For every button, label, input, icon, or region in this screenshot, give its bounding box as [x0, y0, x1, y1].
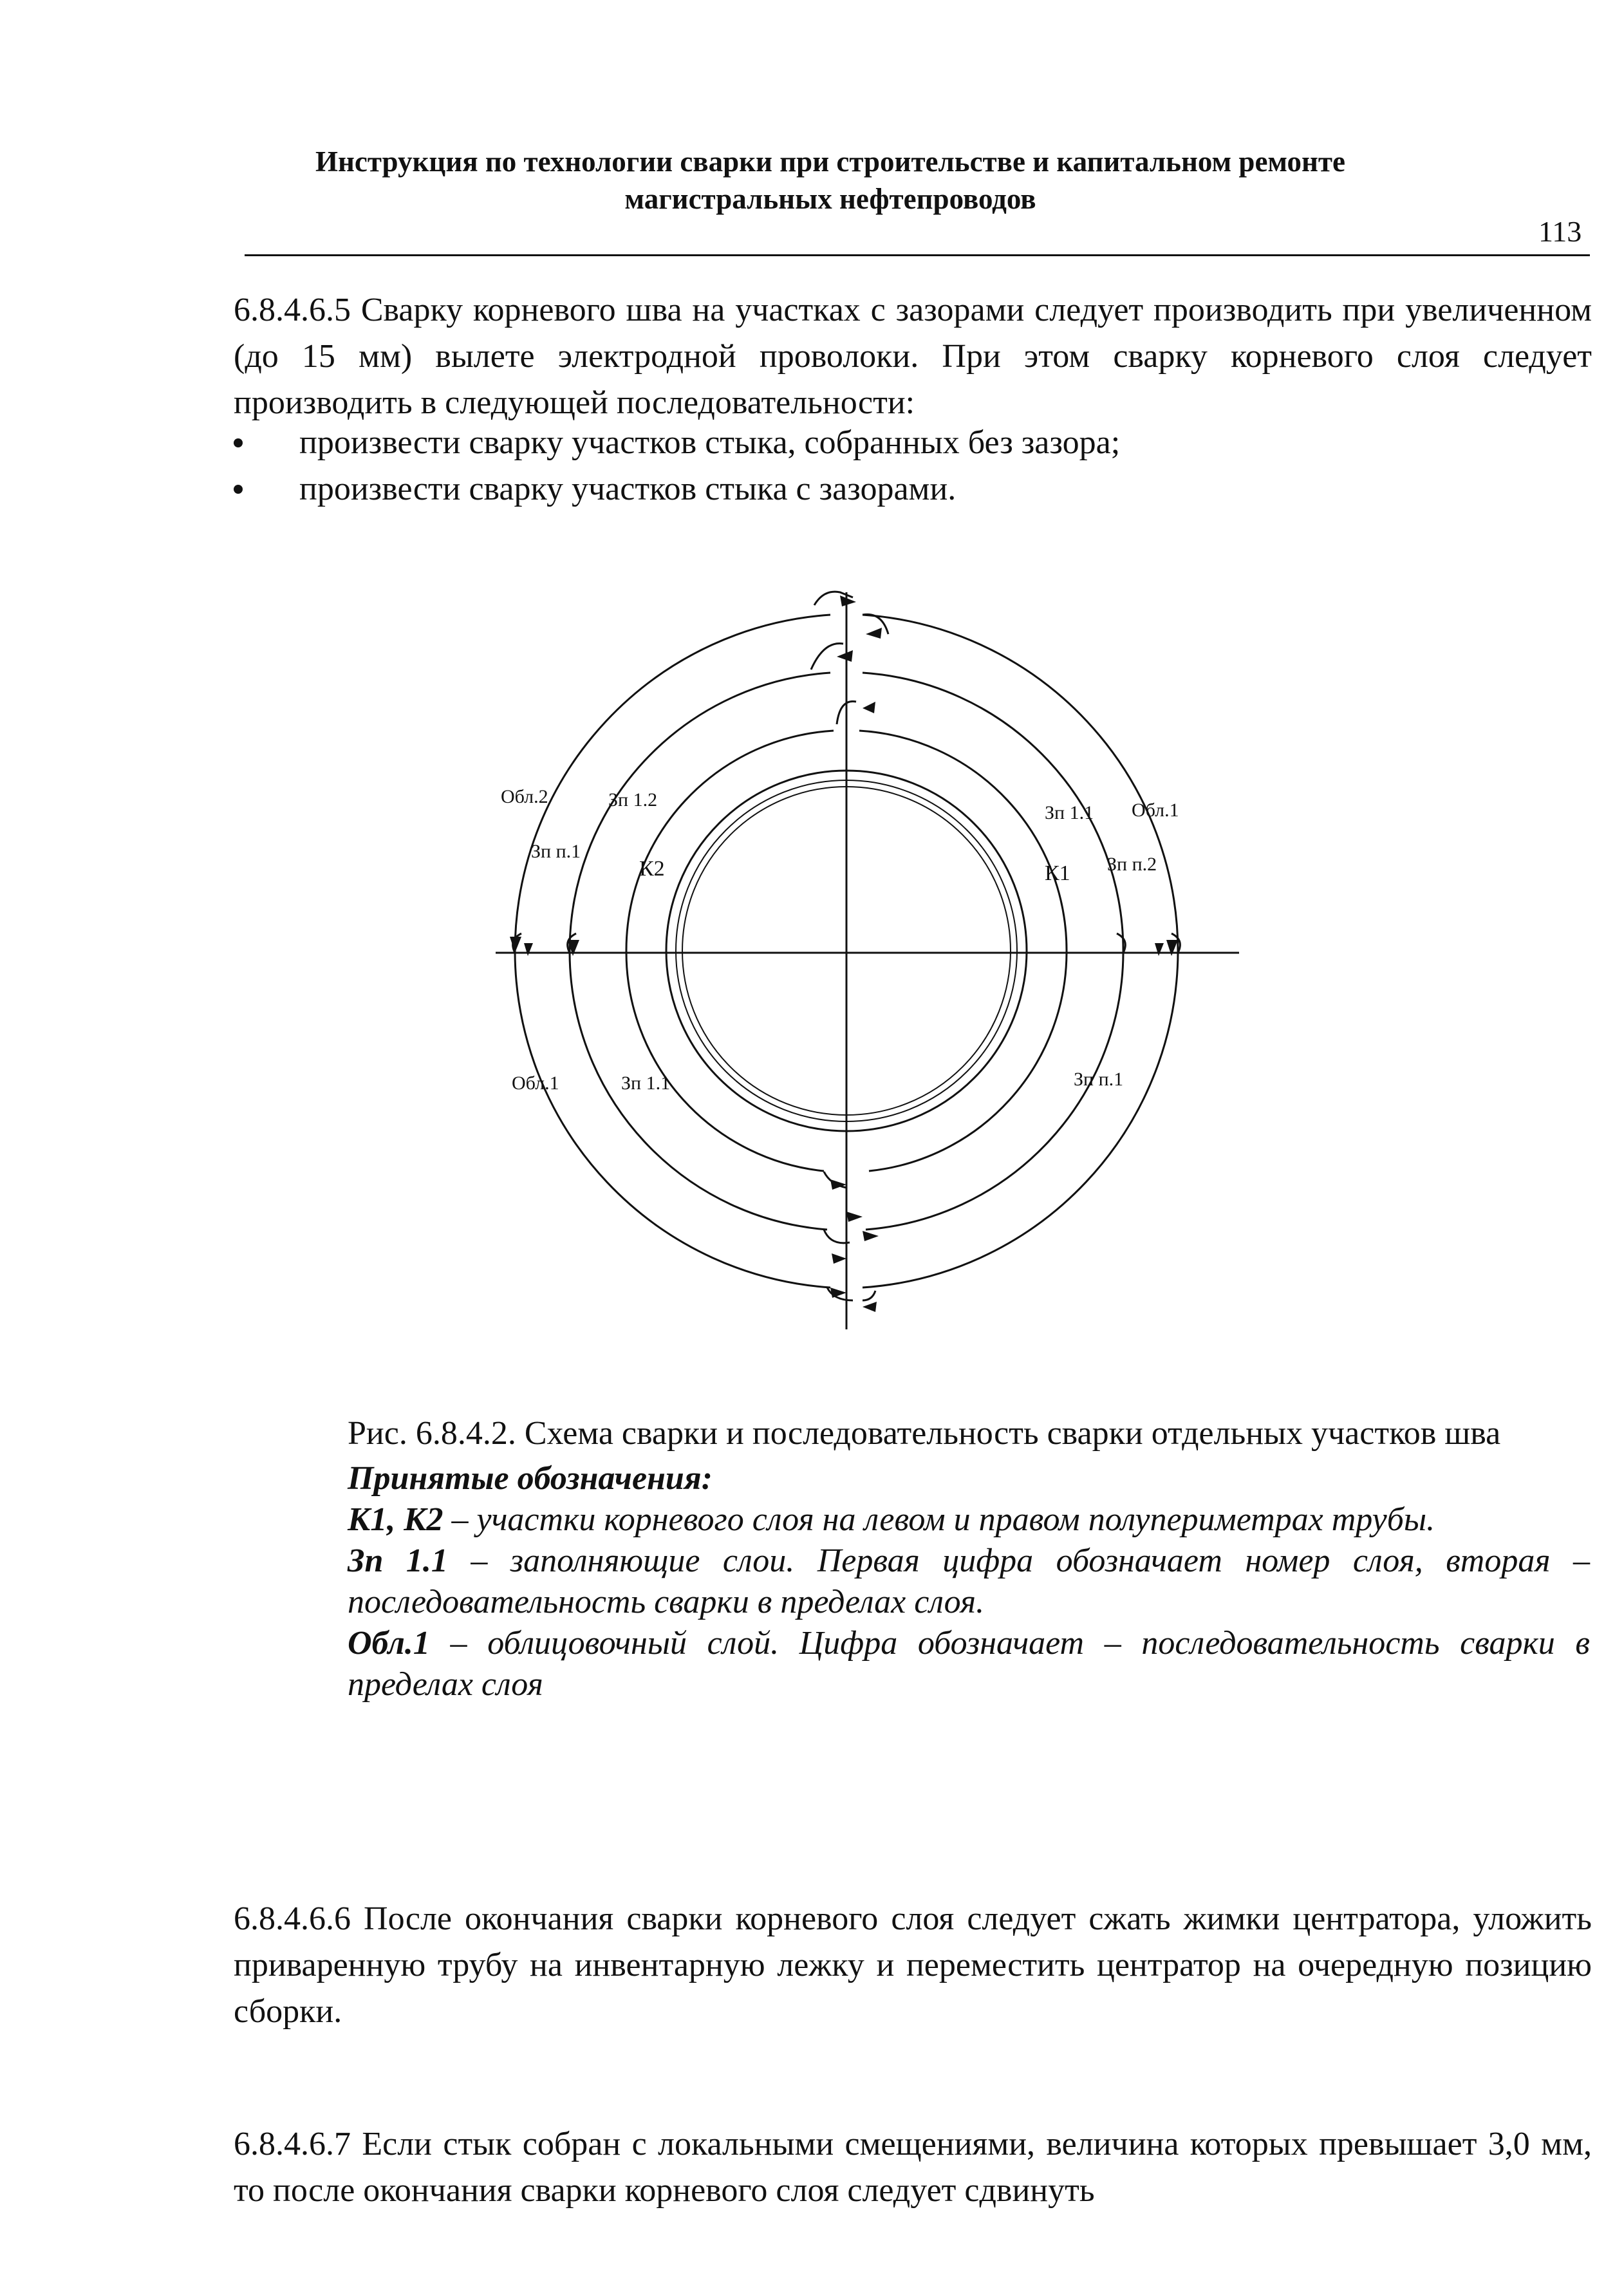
label-zp11-right: Зп 1.1 — [1045, 802, 1094, 823]
legend-term: К1, К2 — [348, 1501, 443, 1538]
list-item — [234, 420, 1521, 466]
header-divider — [245, 254, 1590, 256]
root-arc-k2 — [626, 731, 834, 953]
list-item-text: произвести сварку участков стыка, собранных без зазора; — [299, 424, 1121, 461]
label-obl1-left: Обл.1 — [512, 1073, 559, 1094]
arrow-icon — [832, 1253, 846, 1264]
label-zp11-left: Зп 1.1 — [621, 1073, 671, 1094]
legend-title: Принятые обозначения: — [348, 1460, 713, 1497]
fill-arc-lower-left — [570, 953, 827, 1230]
arrow-icon — [524, 943, 533, 956]
arrow-icon — [866, 628, 882, 639]
header-title-line2: магистральных нефтепроводов — [624, 183, 1036, 215]
label-zp12: Зп 1.2 — [608, 789, 658, 811]
arrow-icon — [863, 702, 875, 713]
list-item-text: произвести сварку участков стыка с зазорами. — [299, 471, 957, 507]
paragraph-text: 6.8.4.6.7 Если стык собран с локальными смещениями, величина которых превышает 3,0 мм, то после окончания сварки корневого слоя следует сдвинуть — [234, 2126, 1592, 2209]
legend-desc: – облицовочный слой. Цифра обозначает – последовательность сварки в пределах слоя — [348, 1625, 1590, 1703]
document-header — [245, 143, 1416, 218]
paragraph-6-8-4-6-5 — [234, 287, 1592, 426]
caption-text: Рис. 6.8.4.2. Схема сварки и последовательность сварки отдельных участков шва — [348, 1415, 1501, 1452]
label-zpp1-lower: Зп п.1 — [1074, 1069, 1124, 1090]
label-zpp1: Зп п.1 — [531, 841, 581, 862]
root-arc-k1 — [859, 731, 1067, 953]
legend-term: Обл.1 — [348, 1625, 430, 1662]
label-k1: К1 — [1045, 861, 1070, 885]
bullet-dot-icon — [234, 438, 243, 447]
bottom-hook-cap-right — [863, 1291, 875, 1300]
arrow-icon — [1155, 943, 1164, 956]
paragraph-6-8-4-6-6 — [234, 1896, 1592, 2035]
fill-arc-left — [570, 673, 830, 953]
arrow-icon — [510, 937, 521, 953]
paragraph-text: 6.8.4.6.5 Сварку корневого шва на участках с зазорами следует производить при увеличенном (до 15 мм) вылете электродной проволоки. При этом сварку корневого слоя следует производить в следующей последовательности: — [234, 292, 1592, 421]
legend-item — [348, 1499, 1590, 1541]
legend-desc: – заполняющие слои. Первая цифра обозначает номер слоя, вторая – последовательность сварки в пределах слоя. — [348, 1542, 1590, 1620]
label-obl1-right: Обл.1 — [1132, 800, 1179, 821]
welding-scheme-diagram — [476, 567, 1274, 1339]
paragraph-text: 6.8.4.6.6 После окончания сварки корневого слоя следует сжать жимки центратора, уложить приваренную трубу на инвентарную лежку и переместить центратор на очередную позицию сборки. — [234, 1900, 1592, 2030]
label-zpp2: Зп п.2 — [1107, 854, 1157, 875]
legend-item — [348, 1541, 1590, 1623]
arrow-icon — [863, 1231, 879, 1241]
label-k2: К2 — [639, 857, 665, 881]
arrow-icon — [837, 650, 853, 662]
page-number: 113 — [1538, 215, 1582, 248]
legend-item — [348, 1623, 1590, 1705]
legend-desc: – участки корневого слоя на левом и правом полупериметрах трубы. — [443, 1501, 1435, 1538]
bullet-dot-icon — [234, 485, 243, 494]
arrow-icon — [846, 1212, 863, 1222]
welding-scheme-figure — [476, 567, 1274, 1339]
legend-term: Зп 1.1 — [348, 1542, 448, 1579]
arrow-icon — [863, 1302, 877, 1312]
list-item — [234, 466, 1521, 512]
paragraph-6-8-4-6-7 — [234, 2121, 1592, 2214]
arrow-icon — [840, 595, 856, 606]
bullet-list — [234, 420, 1521, 512]
arrow-icon — [830, 1288, 846, 1298]
header-title-line1: Инструкция по технологии сварки при строительстве и капитальном ремонте — [315, 145, 1345, 178]
label-obl2: Обл.2 — [501, 786, 548, 807]
figure-caption — [348, 1413, 1590, 1705]
fill-arc-lower-right — [866, 953, 1123, 1230]
